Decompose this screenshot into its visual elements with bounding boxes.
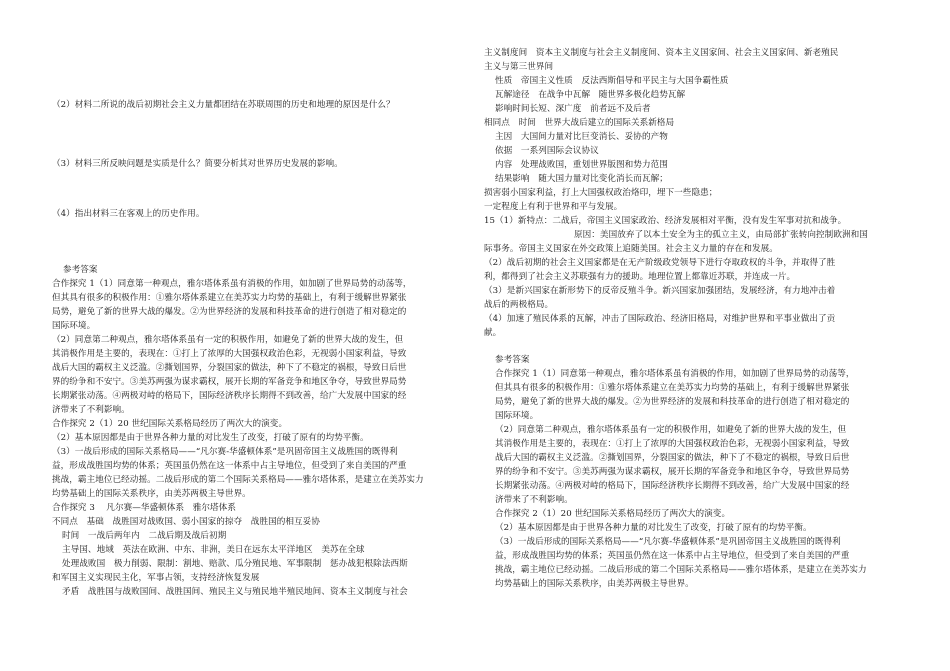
right-column-line: 其消极作用是主要的，表现在：①打上了浓厚的大国强权政治色彩，无视弱小国家利益，导致 <box>495 439 850 449</box>
right-column-line: 界的纷争和不安宁。③美苏两强为谋求霸权，展开长期的军备竞争和地区争夺，导致世界局势 <box>495 467 850 477</box>
right-column-line: 合作探究 2（1）20 世纪国际关系格局经历了两次大的演变。 <box>495 509 731 519</box>
left-column-line: 处理战败国 极力削弱、限制：割地、赔款、瓜分殖民地、军事限制 惩办战犯根除法西斯 <box>62 559 408 569</box>
right-column-line: 15（1）新特点：二战后，帝国主义国家政治、经济发展相对平衡，没有发生军事对抗和战争。 <box>484 216 847 226</box>
right-column-line: 长期紧张动荡。④两极对峙的格局下，国际经济秩序长期得不到改善，给广大发展中国家的经 <box>495 481 850 491</box>
left-column-line: 和军国主义实现民主化，军事占领，支持经济恢复发展 <box>52 573 260 583</box>
right-column-line: 损害弱小国家利益，打上大国强权政治烙印，埋下一些隐患； <box>484 188 718 198</box>
right-column-line: 济带来了不利影响。 <box>495 495 573 505</box>
right-column-line: 际事务。帝国主义国家在外交政策上追随美国。社会主义力量的存在和发展。 <box>484 244 778 254</box>
right-column-line: 益，形成战胜国均势的体系；英国虽仍然在这一体系中占主导地位，但受到了来自美国的严重 <box>495 551 850 561</box>
left-column-line: 合作探究 3 凡尔赛—华盛顿体系 雅尔塔体系 <box>52 503 236 513</box>
left-column-line: 国际环境。 <box>52 321 96 331</box>
left-column-line: （2）基本原因都是由于世界各种力量的对比发生了改变，打破了原有的均势平衡。 <box>52 433 369 443</box>
left-column-line: （3）材料三所反映问题是实质是什么？简要分析其对世界历史发展的影响。 <box>52 159 343 169</box>
right-column-line: 挑战，霸主地位已经动摇。二战后形成的第二个国际关系格局——雅尔塔体系，是建立在美苏实力 <box>495 565 867 575</box>
left-column-line: 主导国、地域 英法在欧洲、中东、非洲，美日在远东太平洋地区 美苏在全球 <box>62 545 365 555</box>
right-column-line: 但其具有很多的积极作用：①雅尔塔体系建立在美苏实力均势的基础上，有利于缓解世界紧张 <box>495 383 850 393</box>
left-column-line: （3）一战后形成的国际关系格局——“凡尔赛-华盛顿体系”是巩固帝国主义战胜国的既得利 <box>52 447 398 457</box>
left-column-line: 局势，避免了新的世界大战的爆发。②为世界经济的发展和科技革命的进行创造了相对稳定的 <box>52 307 407 317</box>
right-column-line: 瓦解途径 在战争中瓦解 随世界多极化趋势瓦解 <box>495 90 686 100</box>
left-column-line: 不同点 基础 战胜国对战败国、弱小国家的掠夺 战胜国的相互妥协 <box>52 517 320 527</box>
left-column-line: 合作探究 1（1）同意第一种观点，雅尔塔体系虽有消极的作用，如加剧了世界局势的动荡等， <box>52 279 412 289</box>
right-column-line: 献。 <box>484 328 502 338</box>
left-column-line: 挑战，霸主地位已经动摇。二战后形成的第二个国际关系格局——雅尔塔体系，是建立在美苏实力 <box>52 475 424 485</box>
right-column-line: 国际环境。 <box>495 411 539 421</box>
right-column-line: 战后的两极格局。 <box>484 300 554 310</box>
right-column-line: （3）一战后形成的国际关系格局——“凡尔赛-华盛顿体系”是巩固帝国主义战胜国的既得利 <box>495 537 841 547</box>
right-column-line: 依据 一系列国际会议协议 <box>495 146 599 156</box>
right-column-line: 参考答案 <box>495 355 530 365</box>
left-column-line: 战后大国的霸权主义泛滥。②撕划国界，分裂国家的做法，种下了不稳定的祸根，导致日后世 <box>52 363 407 373</box>
right-column-line: 性质 帝国主义性质 反法西斯倡导和平民主与大国争霸性质 <box>495 76 729 86</box>
right-column-line: 局势，避免了新的世界大战的爆发。②为世界经济的发展和科技革命的进行创造了相对稳定的 <box>495 397 850 407</box>
right-column-line: 均势基础上的国际关系秩序，由美苏两极主导世界。 <box>495 579 694 589</box>
right-column-line: 主因 大国间力量对比巨变消长、妥协的产物 <box>495 132 668 142</box>
left-column-line: 界的纷争和不安宁。③美苏两强为谋求霸权，展开长期的军备竞争和地区争夺，导致世界局势 <box>52 377 407 387</box>
right-column-line: 一定程度上有利于世界和平与发展。 <box>484 202 623 212</box>
right-column-line: 影响时间长短、深广度 前者远不及后者 <box>495 104 651 114</box>
right-column-line: 主义与第三世界间 <box>484 62 554 72</box>
left-column-line: （2）材料二所说的战后初期社会主义力量都团结在苏联周围的历史和地理的原因是什么？ <box>52 100 395 110</box>
left-column-line: 合作探究 2（1）20 世纪国际关系格局经历了两次大的演变。 <box>52 419 288 429</box>
right-column-line: （4）加速了殖民体系的瓦解，冲击了国际政治、经济旧格局，对维护世界和平事业做出了贡 <box>484 314 836 324</box>
right-column-line: （2）同意第二种观点，雅尔塔体系虽有一定的积极作用，如避免了新的世界大战的发生，但 <box>495 425 847 435</box>
right-column-line: （2）基本原因都是由于世界各种力量的对比发生了改变，打破了原有的均势平衡。 <box>495 523 812 533</box>
right-column-line: 合作探究 1（1）同意第一种观点，雅尔塔体系虽有消极的作用，如加剧了世界局势的动荡等， <box>495 369 855 379</box>
right-column-line: 主义制度间 资本主义制度与社会主义制度间、资本主义国家间、社会主义国家间、新老殖民 <box>484 48 839 58</box>
right-column-line: 利，都得到了社会主义苏联强有力的援助。地理位置上都靠近苏联，并连成一片。 <box>484 272 796 282</box>
left-column-line: 但其具有很多的积极作用：①雅尔塔体系建立在美苏实力均势的基础上，有利于缓解世界紧张 <box>52 293 407 303</box>
right-column-line: 内容 处理战败国，重划世界版图和势力范围 <box>495 160 668 170</box>
left-column-line: （4）指出材料三在客观上的历史作用。 <box>52 209 205 219</box>
right-column-line: 结果影响 随大国力量对比变化消长而瓦解； <box>495 174 668 184</box>
left-column-line: 其消极作用是主要的，表现在：①打上了浓厚的大国强权政治色彩，无视弱小国家利益，导致 <box>52 349 407 359</box>
right-column-line: 战后大国的霸权主义泛滥。②撕划国界，分裂国家的做法，种下了不稳定的祸根，导致日后世 <box>495 453 850 463</box>
left-column-line: 济带来了不利影响。 <box>52 405 130 415</box>
left-column-line: 矛盾 战胜国与战败国间、战胜国间、殖民主义与殖民地半殖民地间、资本主义制度与社会 <box>62 587 408 597</box>
left-column-line: 益，形成战胜国均势的体系；英国虽仍然在这一体系中占主导地位，但受到了来自美国的严重 <box>52 461 407 471</box>
left-column-line: 均势基础上的国际关系秩序，由美苏两极主导世界。 <box>52 489 251 499</box>
left-column-line: 时间 一战后两年内 二战后期及战后初期 <box>62 531 227 541</box>
left-column-line: 长期紧张动荡。④两极对峙的格局下，国际经济秩序长期得不到改善，给广大发展中国家的经 <box>52 391 407 401</box>
left-column-line: （2）同意第二种观点，雅尔塔体系虽有一定的积极作用，如避免了新的世界大战的发生，但 <box>52 335 404 345</box>
right-column-line: （3）是新兴国家在新形势下的反帝反殖斗争。新兴国家加强团结，发展经济，有力地冲击着 <box>484 286 836 296</box>
left-column-line: 参考答案 <box>63 265 98 275</box>
right-column-line: （2）战后初期的社会主义国家都是在无产阶级政党领导下进行夺取政权的斗争，并取得了胜 <box>484 258 836 268</box>
right-column-line: 相同点 时间 世界大战后建立的国际关系新格局 <box>484 118 675 128</box>
right-column-line: 原因：美国放弃了以本土安全为主的孤立主义，由局部扩张转向控制欧洲和国 <box>574 230 868 240</box>
